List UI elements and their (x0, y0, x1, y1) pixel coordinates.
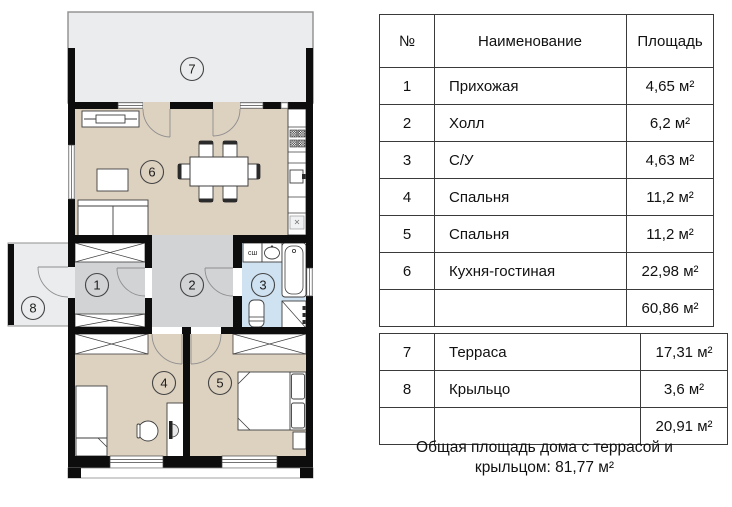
tv-console (82, 111, 139, 127)
single-bed (76, 386, 107, 456)
table-row (380, 334, 728, 371)
sofa (78, 200, 148, 236)
nightstand (293, 432, 306, 449)
svg-text:сш: сш (247, 250, 258, 257)
foundation-strip (68, 468, 313, 478)
header-num: № (380, 15, 435, 68)
bedroom5-wardrobe (233, 334, 306, 354)
room-name-cell: Кухня-гостиная (435, 253, 627, 290)
room-name-cell: Спальня (435, 179, 627, 216)
table-row (380, 68, 714, 105)
row-number-cell: 2 (380, 105, 435, 142)
table-row (380, 371, 728, 408)
svg-text:5: 5 (216, 375, 224, 391)
table-row (380, 253, 714, 290)
kitchen-sink (290, 170, 306, 183)
room-name-cell: Прихожая (435, 68, 627, 105)
svg-text:4: 4 (160, 375, 168, 391)
table-row (380, 216, 714, 253)
room-area-cell: 6,2 м² (627, 105, 714, 142)
rooms-table (379, 14, 714, 327)
room-area-cell: 11,2 м² (627, 216, 714, 253)
room-area-cell: 4,65 м² (627, 68, 714, 105)
room-area-cell: 22,98 м² (627, 253, 714, 290)
svg-text:1: 1 (93, 277, 101, 293)
double-bed (238, 372, 306, 430)
table-row (380, 142, 714, 179)
svg-text:8: 8 (29, 300, 37, 316)
subtotal-row (380, 290, 714, 327)
kitchen-counter (288, 109, 306, 235)
row-number-cell: 5 (380, 216, 435, 253)
room-area-cell: 4,63 м² (627, 142, 714, 179)
room-name-cell: С/У (435, 142, 627, 179)
coffee-table (97, 169, 128, 191)
row-number-cell: 6 (380, 253, 435, 290)
row-number-cell: 4 (380, 179, 435, 216)
empty-cell (380, 290, 435, 327)
room-name-cell: Терраса (435, 334, 641, 371)
table-row (380, 179, 714, 216)
bathtub (282, 243, 306, 297)
header-name: Наименование (435, 15, 627, 68)
room-area-cell: 11,2 м² (627, 179, 714, 216)
svg-text:6: 6 (148, 164, 156, 180)
room-area-cell: 3,6 м² (641, 371, 728, 408)
area-table-panel (379, 14, 713, 477)
empty-cell (435, 290, 627, 327)
row-number-cell: 3 (380, 142, 435, 179)
room-name-cell: Спальня (435, 216, 627, 253)
svg-text:2: 2 (188, 277, 196, 293)
room-area-cell: 17,31 м² (641, 334, 728, 371)
table-header-row (380, 15, 714, 68)
header-area: Площадь (627, 15, 714, 68)
room-name-cell: Холл (435, 105, 627, 142)
table-row (380, 105, 714, 142)
subtotal-area-cell: 60,86 м² (627, 290, 714, 327)
porch-area (8, 243, 70, 326)
svg-text:7: 7 (188, 61, 196, 77)
outdoor-table (379, 333, 728, 445)
row-number-cell: 8 (380, 371, 435, 408)
row-number-cell: 7 (380, 334, 435, 371)
total-area-note: Общая площадь дома с террасой и крыльцом: 81,77 м² (416, 439, 673, 477)
subtotal-area-cell: 20,91 м² (641, 408, 728, 445)
room-name-cell: Крыльцо (435, 371, 641, 408)
shower-tray (282, 301, 306, 328)
bedroom4-wardrobe (75, 334, 148, 354)
toilet (249, 300, 264, 327)
svg-text:3: 3 (259, 277, 267, 293)
washing-machine (243, 243, 262, 262)
row-number-cell: 1 (380, 68, 435, 105)
bathroom-sink (262, 243, 282, 262)
appliance-box (290, 216, 304, 229)
